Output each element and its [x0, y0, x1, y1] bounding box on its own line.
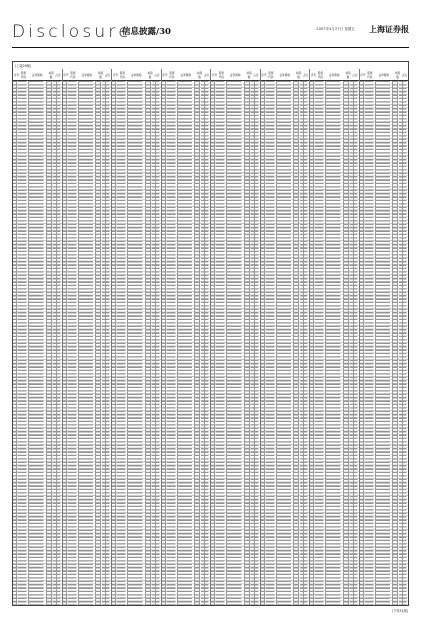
column-header-cell: 序号	[261, 73, 267, 77]
table-columns	[13, 69, 408, 605]
column-header	[310, 69, 359, 81]
table-rows	[63, 81, 112, 605]
table-rows	[261, 81, 310, 605]
column-header-cell: 股票代码	[169, 71, 175, 79]
column-header	[261, 69, 310, 81]
column-header-cell: 序号	[112, 73, 119, 77]
table-rows	[162, 81, 211, 605]
column-header	[211, 69, 260, 81]
column-header-cell: 占比	[154, 73, 160, 77]
column-header	[63, 69, 112, 81]
column-header-cell: 占比	[104, 73, 111, 77]
table-rows	[310, 81, 359, 605]
continuation-footnote: (下转31版)	[391, 609, 408, 613]
column-header-cell: 持股数	[246, 71, 252, 79]
section-word: Disclosure	[12, 22, 132, 42]
column-header-cell: 证券简称	[81, 73, 92, 77]
column-header-cell: 股票代码	[268, 71, 274, 79]
column-header-cell: 持股数	[394, 71, 401, 79]
section-title: 信息披露	[122, 27, 157, 37]
table-rows	[211, 81, 260, 605]
column-header-cell: 证券简称	[279, 73, 290, 77]
table-column-block	[13, 69, 63, 605]
column-header-cell: 股票代码	[367, 71, 373, 79]
column-header-cell: 证券简称	[131, 73, 142, 77]
table-column-block	[112, 69, 162, 605]
column-header-cell: 序号	[162, 73, 168, 77]
column-header-cell: 持股数	[147, 71, 153, 79]
column-header-cell: 持股数	[97, 71, 104, 79]
dateline: 2007年4月27日 星期五	[316, 27, 355, 31]
table-column-block	[63, 69, 113, 605]
masthead-rule	[12, 47, 409, 48]
table-rows	[112, 81, 161, 605]
table-rows	[13, 81, 62, 605]
table-rows	[360, 81, 409, 605]
column-header-cell: 股票代码	[119, 71, 125, 79]
column-header-cell: 占比	[55, 73, 61, 77]
column-header-cell: 占比	[401, 73, 408, 77]
column-header	[112, 69, 161, 81]
column-header-cell: 股票代码	[70, 71, 76, 79]
column-header-cell: 证券简称	[378, 73, 389, 77]
column-header-cell: 证券简称	[230, 73, 241, 77]
masthead	[12, 22, 409, 46]
column-header-cell: 序号	[13, 73, 20, 77]
table-column-block	[261, 69, 311, 605]
table-column-block	[310, 69, 360, 605]
column-header-cell: 证券简称	[180, 73, 191, 77]
column-header-cell: 序号	[360, 73, 366, 77]
column-header-cell: 序号	[211, 73, 218, 77]
holdings-table	[12, 61, 409, 606]
table-column-block	[162, 69, 212, 605]
continuation-note: (上接29版)	[15, 64, 32, 68]
column-header-cell: 持股数	[295, 71, 302, 79]
column-header-cell: 股票代码	[218, 71, 224, 79]
column-header-cell: 持股数	[196, 71, 203, 79]
column-header-cell: 股票代码	[317, 71, 323, 79]
column-header	[360, 69, 409, 81]
column-header-cell: 证券简称	[32, 73, 43, 77]
column-header	[13, 69, 62, 81]
column-header-cell: 占比	[302, 73, 309, 77]
column-header-cell: 序号	[310, 73, 317, 77]
column-header-cell: 占比	[253, 73, 259, 77]
column-header-cell: 持股数	[345, 71, 351, 79]
column-header-cell: 证券简称	[329, 73, 340, 77]
column-header	[162, 69, 211, 81]
table-column-block	[360, 69, 409, 605]
column-header-cell: 股票代码	[20, 71, 26, 79]
page-title	[122, 25, 171, 37]
column-header-cell: 占比	[352, 73, 358, 77]
newspaper-brand: 上海证券报	[369, 24, 409, 34]
column-header-cell: 序号	[63, 73, 69, 77]
page-number: /30	[156, 27, 171, 37]
column-header-cell: 占比	[203, 73, 210, 77]
column-header-cell: 持股数	[48, 71, 54, 79]
table-column-block	[211, 69, 261, 605]
